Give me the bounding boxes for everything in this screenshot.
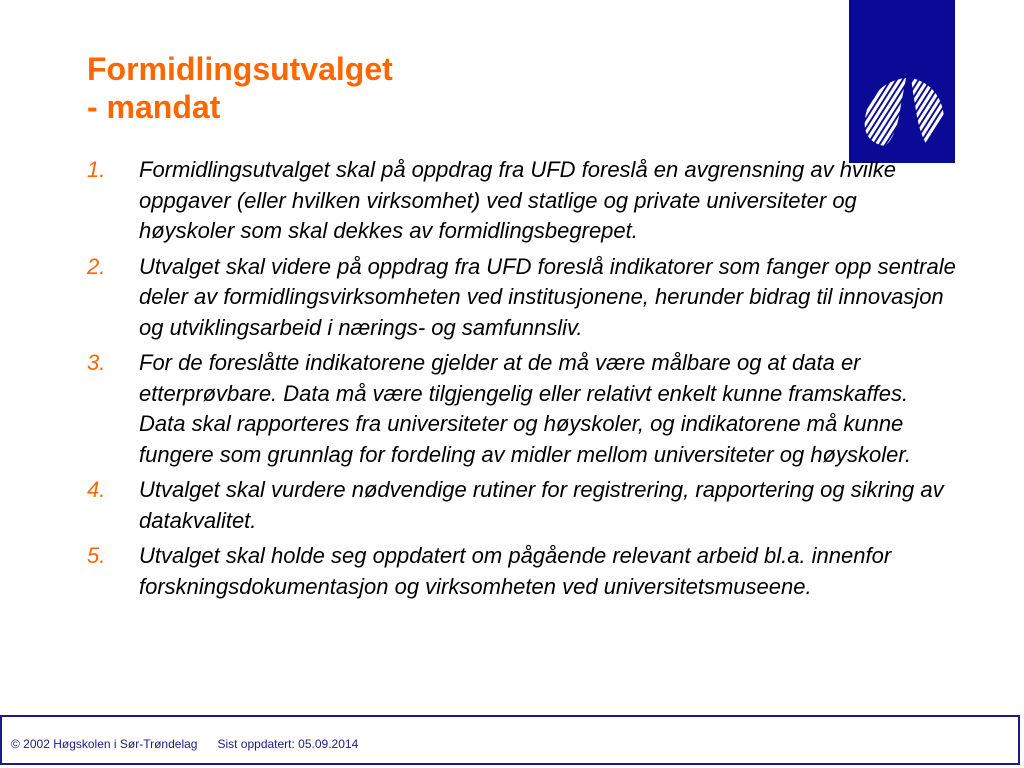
title-line-1: Formidlingsutvalget	[87, 51, 393, 87]
footer-updated: Sist oppdatert: 05.09.2014	[217, 737, 359, 751]
hist-logo-icon	[849, 0, 955, 163]
footer-text	[11, 737, 358, 751]
list-item-number: 3.	[87, 350, 106, 375]
list-item-text: For de foreslåtte indikatorene gjelder at de må være målbare og at data er etterprøvbare. Data må være tilgjengelig eller relativt enkelt kunne framskaffes. Data skal rapporteres fra universiteter og høyskoler, og indikatorene må kunne fungere som grunnlag for fordeling av midler mellom universiteter og høyskoler.	[139, 350, 911, 467]
list-item-text: Utvalget skal holde seg oppdatert om pågående relevant arbeid bl.a. innenfor forskningsdokumentasjon og virksomheten ved universitetsmuseene.	[139, 543, 892, 599]
list-item-number: 1.	[87, 157, 106, 182]
list-item-number: 5.	[87, 543, 106, 568]
list-item	[87, 348, 957, 470]
list-item-text: Formidlingsutvalget skal på oppdrag fra UFD foreslå en avgrensning av hvilke oppgaver (eller hvilken virksomhet) ved statlige og private universiteter og høyskoler som skal dekkes av formidlingsbegrepet.	[139, 157, 896, 243]
mandate-list	[87, 155, 957, 607]
list-item	[87, 475, 957, 536]
page-title	[87, 50, 393, 126]
list-item-text: Utvalget skal videre på oppdrag fra UFD foreslå indikatorer som fanger opp sentrale deler av formidlingsvirksomheten ved institusjonene, herunder bidrag til innovasjon og utviklingsarbeid i nærings- og samfunnsliv.	[139, 253, 956, 340]
list-item	[87, 155, 957, 247]
list-item-text: Utvalget skal vurdere nødvendige rutiner for registrering, rapportering og sikring av datakvalitet.	[139, 477, 944, 533]
list-item	[87, 541, 957, 602]
footer-bar	[0, 715, 1020, 765]
footer-copyright: © 2002 Høgskolen i Sør-Trøndelag	[11, 737, 198, 751]
list-item-number: 2.	[87, 253, 106, 279]
list-item-number: 4.	[87, 477, 106, 502]
title-line-2: - mandat	[87, 89, 221, 125]
list-item	[87, 252, 957, 344]
hist-logo	[849, 0, 955, 163]
